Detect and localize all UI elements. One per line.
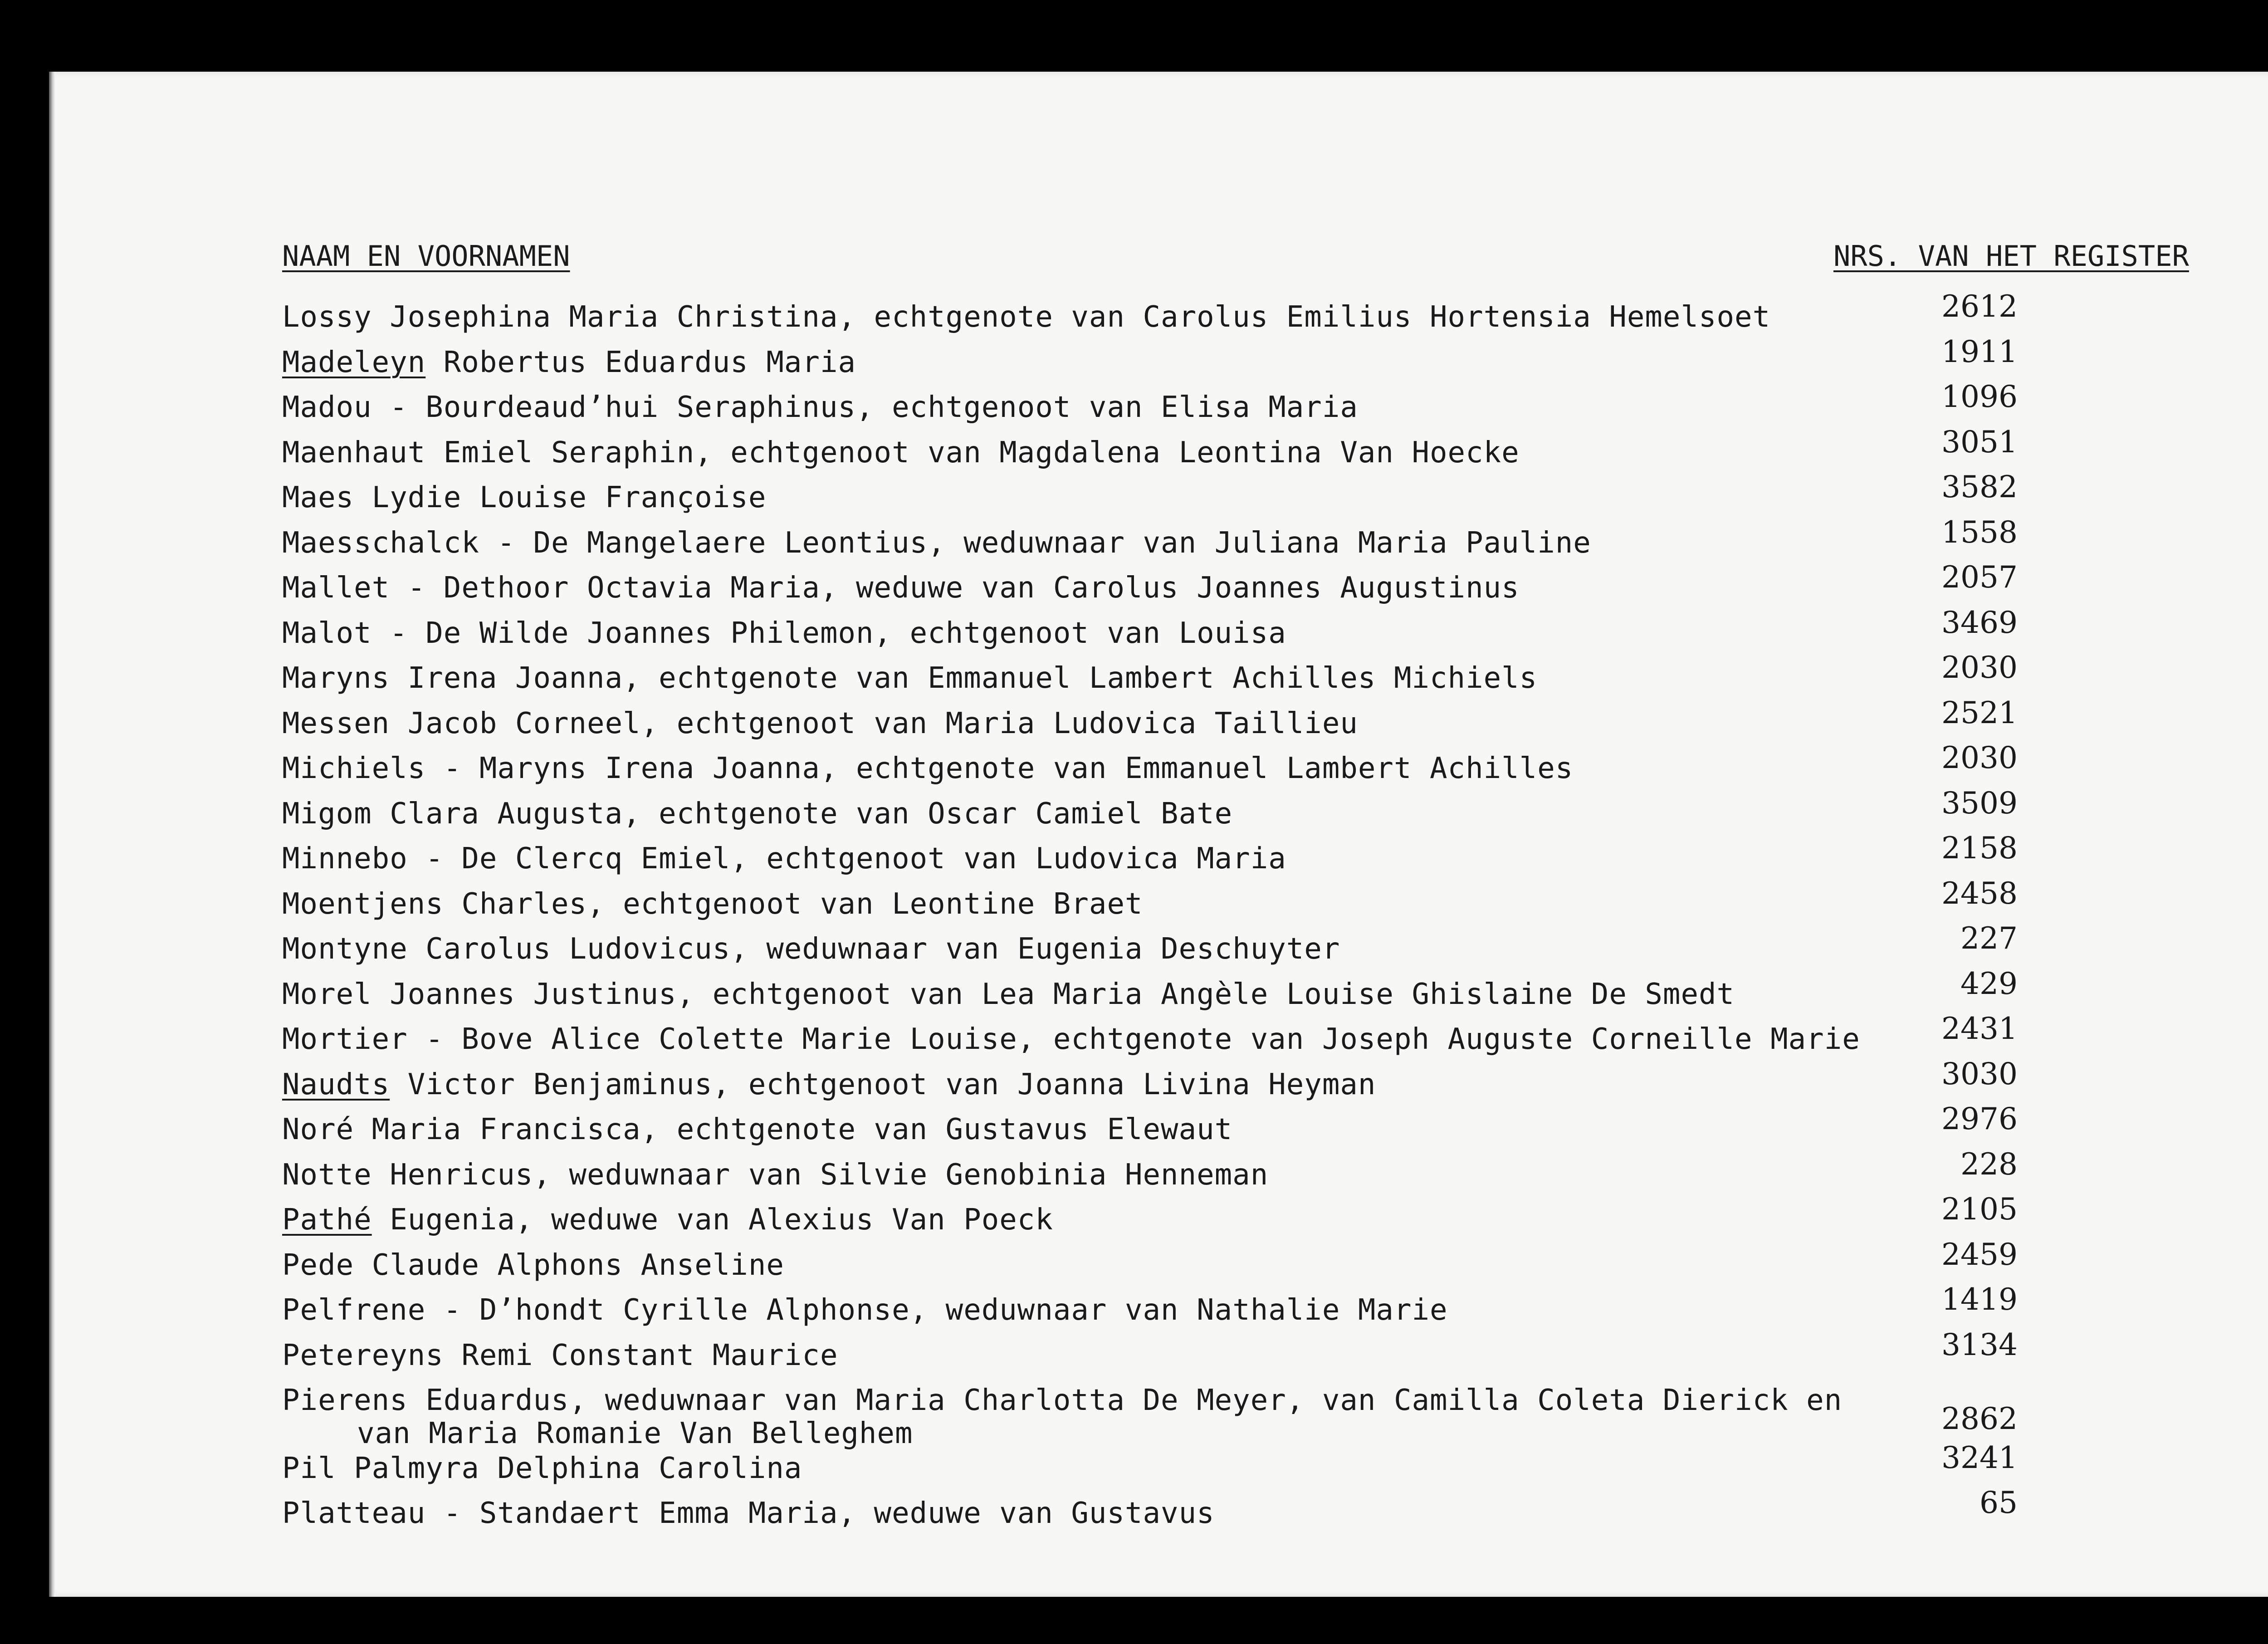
entry-name [282,931,1340,967]
register-entry [0,1383,2268,1450]
entry-name [282,390,1358,425]
entry-name [282,480,766,515]
entry-name-text: Petereyns Remi Constant Maurice [282,1338,838,1372]
register-entry [0,1282,2268,1337]
entry-name-text: Moentjens Charles, echtgenoot van Leontine Braet [282,887,1143,921]
entry-register-number: 2105 [1941,1192,2018,1227]
entry-register-number: 3134 [1941,1327,2018,1362]
column-header-register: NRS. VAN HET REGISTER [1833,240,2189,273]
register-entry [0,1485,2268,1541]
register-entry [0,785,2268,841]
entry-register-number: 3509 [1941,785,2018,821]
entry-name-text: Morel Joannes Justinus, echtgenoot van Lea Maria Angèle Louise Ghislaine De Smedt [282,977,1735,1011]
entry-name-text: Eugenia, weduwe van Alexius Van Poeck [371,1203,1053,1237]
entry-register-number: 3030 [1941,1056,2018,1091]
entry-register-number: 2057 [1941,560,2018,595]
register-entry [0,650,2268,705]
entry-register-number: 2431 [1941,1011,2018,1046]
entry-register-number: 2459 [1941,1237,2018,1272]
register-entry [0,605,2268,661]
register-entry [0,334,2268,390]
register-entry [0,1327,2268,1383]
entry-name-text: Mortier - Bove Alice Colette Marie Louise, echtgenote van Joseph Auguste Corneille Marie [282,1023,1860,1056]
entry-name [282,1067,1376,1102]
entry-register-number: 1558 [1941,514,2018,550]
register-entry [0,424,2268,480]
register-entry [0,514,2268,570]
entry-name [282,570,1520,606]
entry-register-number: 429 [1960,966,2018,1001]
entry-name-text: Michiels - Maryns Irena Joanna, echtgenote van Emmanuel Lambert Achilles [282,752,1574,785]
entry-surname: Pathé [282,1203,372,1237]
entry-name-text: Pierens Eduardus, weduwnaar van Maria Charlotta De Meyer, van Camilla Coleta Dierick en [282,1384,1843,1417]
entry-name-text: Maesschalck - De Mangelaere Leontius, weduwnaar van Juliana Maria Pauline [282,526,1591,560]
entry-name-text: Mallet - Dethoor Octavia Maria, weduwe van Carolus Joannes Augustinus [282,571,1520,605]
entry-register-number: 3469 [1941,605,2018,640]
register-entry [0,695,2268,751]
entry-name [282,616,1286,651]
entry-name [282,435,1520,470]
entry-name-text: Messen Jacob Corneel, echtgenoot van Maria Ludovica Taillieu [282,706,1358,740]
entry-name [282,977,1735,1012]
entry-register-number: 3582 [1941,470,2018,504]
register-entry [0,560,2268,615]
entry-name [282,1338,838,1373]
register-entry [0,966,2268,1022]
register-entry [0,379,2268,435]
entry-name [282,1022,1860,1057]
entry-register-number: 2030 [1941,650,2018,685]
entry-register-number: 2612 [1941,289,2018,324]
entry-register-number: 65 [1980,1485,2018,1520]
entry-name [282,886,1143,922]
entry-name-text: Robertus Eduardus Maria [425,345,856,379]
entry-name [282,1202,1053,1238]
register-entry [0,831,2268,886]
register-entry [0,1192,2268,1247]
entry-name [282,1496,1215,1531]
entry-register-number: 228 [1960,1146,2018,1182]
register-entry [0,1101,2268,1157]
entry-name [282,525,1591,561]
entry-name-text: Montyne Carolus Ludovicus, weduwnaar van Eugenia Deschuyter [282,932,1340,966]
entry-register-number: 227 [1960,921,2018,956]
entry-register-number: 1911 [1941,334,2018,369]
entry-name-continuation: van Maria Romanie Van Belleghem [357,1417,913,1450]
entry-register-number: 2030 [1941,740,2018,775]
entry-name-text: Maenhaut Emiel Seraphin, echtgenoot van Magdalena Leontina Van Hoecke [282,435,1520,470]
entry-register-number: 1419 [1941,1282,2018,1317]
entry-name-text: Malot - De Wilde Joannes Philemon, echtgenoot van Louisa [282,616,1286,650]
entry-name-text: Platteau - Standaert Emma Maria, weduwe van Gustavus [282,1497,1215,1530]
entry-register-number: 2862 [1941,1401,2018,1436]
entry-register-number: 2158 [1941,831,2018,866]
entry-name-text: Pil Palmyra Delphina Carolina [282,1451,802,1485]
entry-name-text: Noré Maria Francisca, echtgenote van Gustavus Elewaut [282,1113,1233,1146]
entry-name-text: Maryns Irena Joanna, echtgenote van Emmanuel Lambert Achilles Michiels [282,661,1538,695]
entry-register-number: 2521 [1941,695,2018,730]
entry-register-number: 2976 [1941,1101,2018,1136]
entry-name-text: Pelfrene - D’hondt Cyrille Alphonse, weduwnaar van Nathalie Marie [282,1293,1448,1327]
register-entry [0,740,2268,796]
entry-register-number: 3051 [1941,424,2018,460]
entry-name [282,1383,1842,1449]
entry-name [282,1248,784,1283]
entry-name-text: Madou - Bourdeaud’hui Seraphinus, echtgenoot van Elisa Maria [282,391,1358,424]
register-entry [0,1440,2268,1496]
entry-surname: Naudts [282,1067,390,1101]
entry-register-number: 1096 [1941,379,2018,414]
register-entry [0,1237,2268,1292]
entry-name [282,841,1286,876]
entry-name [282,1157,1268,1193]
entry-name [282,661,1537,696]
entry-register-number: 2458 [1941,876,2018,911]
entry-name-text: Migom Clara Augusta, echtgenote van Oscar Camiel Bate [282,797,1233,831]
entry-name [282,345,856,380]
register-entry [0,1011,2268,1067]
register-entry [0,1146,2268,1202]
entry-name [282,706,1358,741]
entry-name [282,1112,1232,1147]
entry-name-text: Pede Claude Alphons Anseline [282,1248,784,1282]
entry-name [282,1451,802,1486]
register-entry [0,470,2268,525]
entry-name-text: Maes Lydie Louise Françoise [282,481,767,514]
entry-name-text: Notte Henricus, weduwnaar van Silvie Genobinia Henneman [282,1158,1269,1192]
register-entry [0,289,2268,344]
entry-name-text: Minnebo - De Clercq Emiel, echtgenoot van Ludovica Maria [282,842,1286,876]
entry-name [282,1292,1448,1328]
entry-register-number: 3241 [1941,1440,2018,1475]
register-entry [0,1056,2268,1112]
entry-name [282,299,1770,335]
entry-name-text: Victor Benjaminus, echtgenoot van Joanna Livina Heyman [390,1067,1376,1101]
entry-name-text: Lossy Josephina Maria Christina, echtgenote van Carolus Emilius Hortensia Hemelsoet [282,300,1771,334]
entry-name [282,796,1232,832]
register-entry [0,876,2268,931]
entry-name [282,751,1573,786]
column-header-name: NAAM EN VOORNAMEN [282,240,570,273]
entry-surname: Madeleyn [282,345,426,379]
register-entry [0,921,2268,976]
